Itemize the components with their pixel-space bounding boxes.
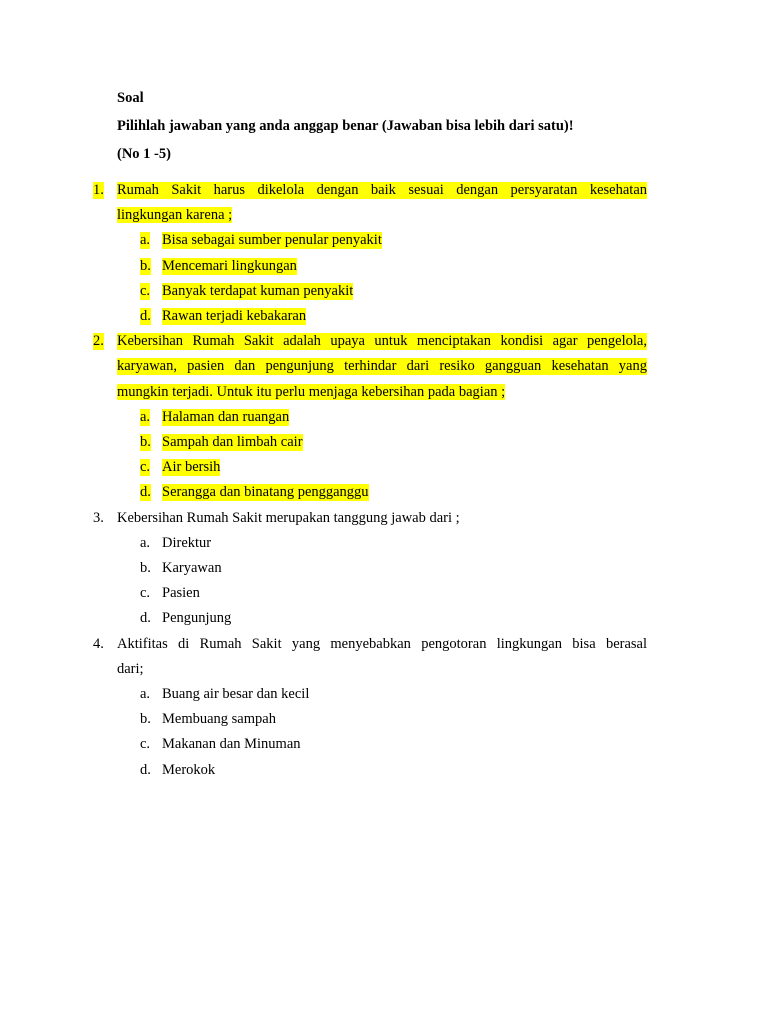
option-letter: b.	[140, 560, 151, 576]
option-text: Merokok	[162, 761, 216, 778]
page-title: Soal	[117, 90, 144, 106]
option-letter: d.	[140, 761, 151, 778]
option-letter: b.	[140, 257, 151, 274]
option-text: Rawan terjadi kebakaran	[162, 308, 307, 324]
instruction-text: Pilihlah jawaban yang anda anggap benar (Jawaban bisa lebih dari satu)!	[117, 118, 574, 134]
option-letter: a.	[140, 686, 151, 702]
option-text: Serangga dan binatang pengganggu	[162, 484, 369, 501]
question-text-line: Rumah Sakit harus dikelola dengan baik sesuai dengan persyaratan kesehatan	[117, 182, 647, 198]
question-text-line: karyawan, pasien dan pengunjung terhindar dari resiko gangguan kesehatan yang	[117, 358, 647, 375]
option-letter: b.	[140, 711, 151, 728]
option-letter: a.	[140, 232, 151, 249]
option-text: Mencemari lingkungan	[162, 257, 297, 274]
option-text: Direktur	[162, 534, 212, 551]
question-range: (No 1 -5)	[117, 146, 171, 162]
question-number: 2.	[93, 333, 104, 350]
question-number: 1.	[93, 182, 104, 198]
question-text-line: mungkin terjadi. Untuk itu perlu menjaga kebersihan pada bagian ;	[117, 383, 506, 400]
question-text-line: lingkungan karena ;	[117, 207, 233, 224]
question-text-line: Kebersihan Rumah Sakit merupakan tanggung jawab dari ;	[117, 509, 460, 526]
question-text-line: Aktifitas di Rumah Sakit yang menyebabkan pengotoran lingkungan bisa berasal	[117, 635, 647, 652]
option-text: Buang air besar dan kecil	[162, 686, 310, 702]
option-letter: d.	[140, 484, 151, 501]
option-text: Makanan dan Minuman	[162, 736, 301, 753]
option-letter: a.	[140, 534, 151, 551]
question-number: 4.	[93, 635, 104, 652]
option-text: Membuang sampah	[162, 711, 276, 728]
option-letter: d.	[140, 610, 151, 627]
question-text-line: dari;	[117, 660, 144, 677]
option-text: Pasien	[162, 585, 200, 602]
option-text: Banyak terdapat kuman penyakit	[162, 282, 354, 299]
option-letter: c.	[140, 459, 151, 476]
option-letter: b.	[140, 434, 151, 450]
option-letter: c.	[140, 736, 151, 753]
option-letter: a.	[140, 408, 151, 425]
question-text-line: Kebersihan Rumah Sakit adalah upaya untuk menciptakan kondisi agar pengelola,	[117, 333, 647, 350]
option-text: Halaman dan ruangan	[162, 408, 290, 425]
option-text: Air bersih	[162, 459, 221, 476]
option-letter: c.	[140, 282, 151, 299]
option-text: Bisa sebagai sumber penular penyakit	[162, 232, 382, 249]
option-letter: c.	[140, 585, 151, 602]
option-text: Karyawan	[162, 560, 222, 576]
option-text: Sampah dan limbah cair	[162, 434, 303, 450]
question-number: 3.	[93, 509, 104, 526]
option-text: Pengunjung	[162, 610, 232, 627]
option-letter: d.	[140, 308, 151, 324]
